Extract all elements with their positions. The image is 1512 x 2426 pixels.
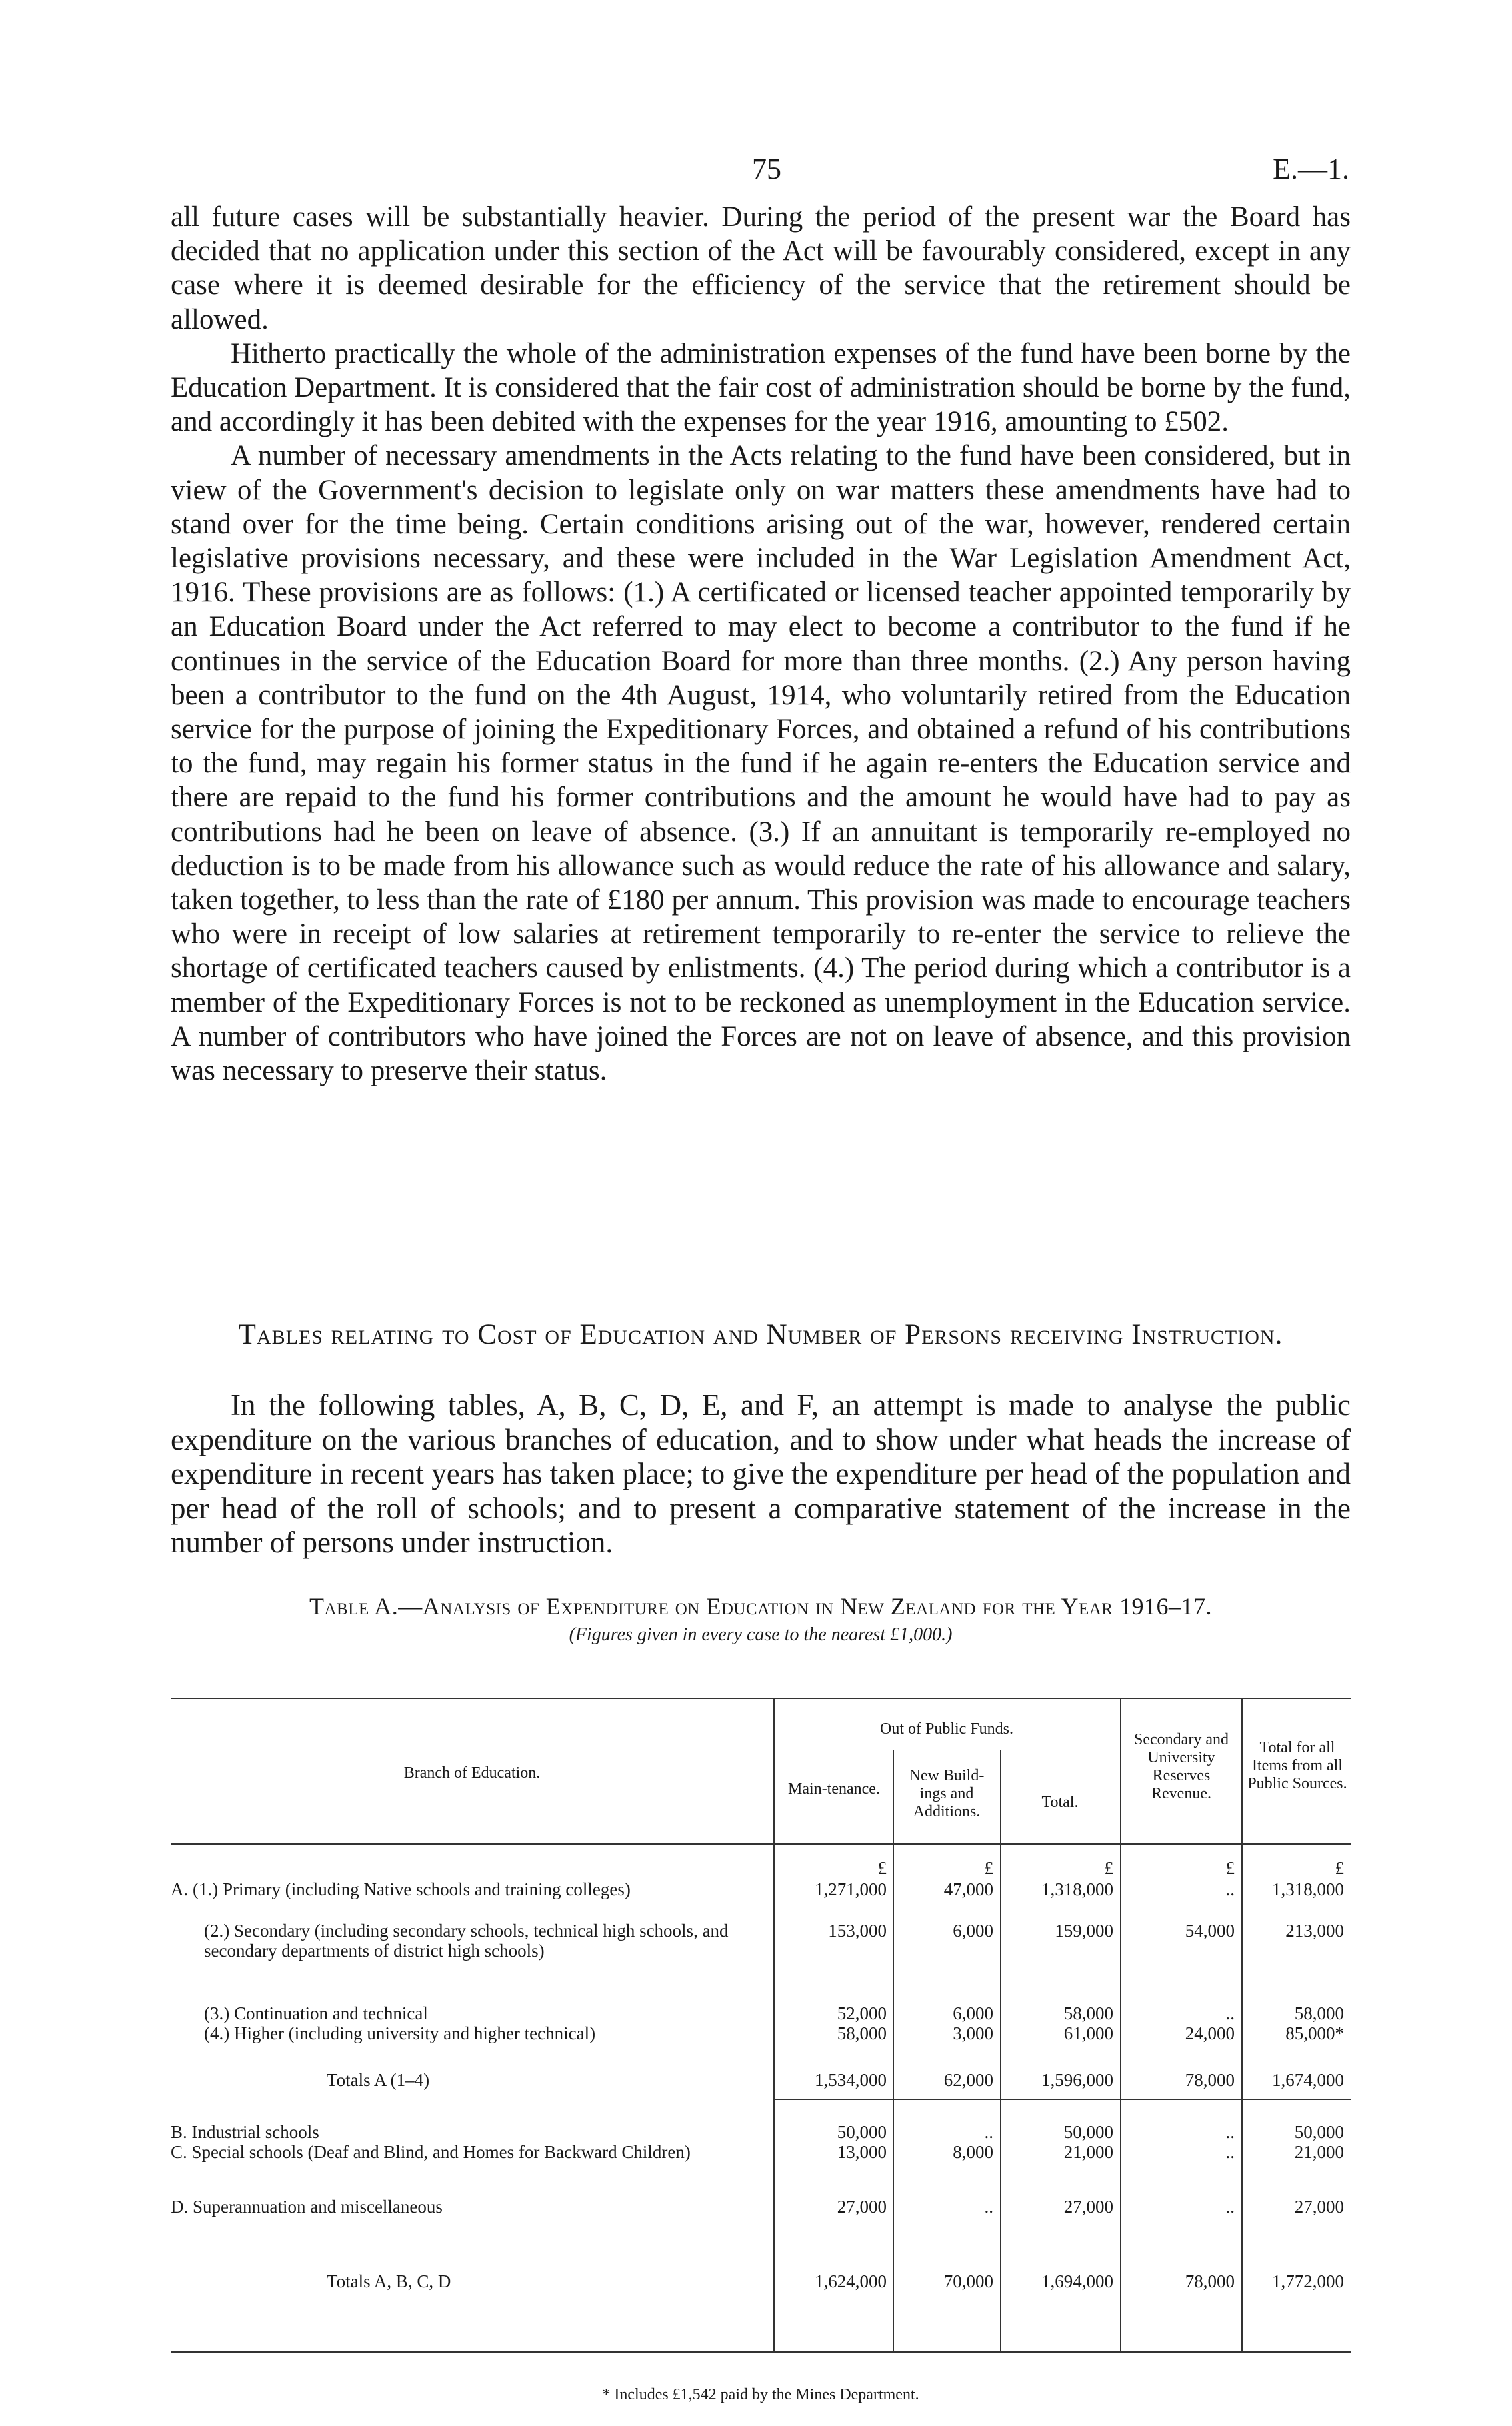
reserves-value: 24,000 xyxy=(1185,2023,1235,2043)
maintenance-value: 1,534,000 xyxy=(815,2070,887,2090)
header-secondary-reserves: Secondary and University Reserves Revenue. xyxy=(1134,1731,1229,1802)
reserves-value: 78,000 xyxy=(1185,2070,1235,2090)
document-reference: E.—1. xyxy=(1273,153,1349,185)
grand-total-value: 21,000 xyxy=(1294,2142,1344,2162)
table-title: Table A.—Analysis of Expenditure on Education in New Zealand for the Year 1916–17. xyxy=(309,1593,1212,1620)
buildings-value: 70,000 xyxy=(943,2271,993,2291)
maintenance-value: 27,000 xyxy=(837,2197,887,2217)
total-value: 1,596,000 xyxy=(1041,2070,1113,2090)
header-branch: Branch of Education. xyxy=(403,1764,541,1782)
buildings-value: 47,000 xyxy=(943,1879,993,1899)
maintenance-value: 1,624,000 xyxy=(815,2271,887,2291)
header-maintenance: Main-tenance. xyxy=(788,1780,880,1798)
currency-symbol: £ xyxy=(1104,1858,1113,1878)
row-label: A. (1.) Primary (including Native schools and training colleges) xyxy=(171,1879,631,1899)
total-value: 27,000 xyxy=(1063,2197,1113,2217)
currency-symbol: £ xyxy=(984,1858,993,1878)
table-footnote: * Includes £1,542 paid by the Mines Department. xyxy=(602,2386,919,2403)
paragraph-3: A number of necessary amendments in the Acts relating to the fund have been considered, but in view of the Government's decision to legislate only on war matters these amendments have had to stand over for the time being. Certain conditions arising out of the war, however, rendered certain legislative provisions necessary, and these were included in the War Legislation Amendment Act, 1916. These provisions are as follows: (1.) A certificated or licensed teacher appointed temporarily by an Education Board under the Act referred to may elect to become a contributor to the fund if he continues in the service of the Education Board for more than three months. (2.) Any person having been a contributor to the fund on the 4th August, 1914, who voluntarily retired from the Education service for the purpose of joining the Expeditionary Forces, and obtained a refund of his contributions to the fund, may regain his former status in the fund if he again re-enters the Education service and there are repaid to the fund his former contributions and the amount he would have had to pay as contributions had he been on leave of absence. (3.) If an annuitant is temporarily re-employed no deduction is to be made from his allowance such as would reduce the rate of his allowance and salary, taken together, to less than the rate of £180 per annum. This provision was made to encourage teachers who were in receipt of low salaries at retirement temporarily to re-enter the service to relieve the shortage of certificated teachers caused by enlistments. (4.) The period during which a contributor is a member of the Expeditionary Forces is not to be reckoned as unemployment in the Education service. A number of contributors who have joined the Forces are not on leave of absence, and this provision was necessary to preserve their status. xyxy=(171,440,1351,1087)
maintenance-value: 1,271,000 xyxy=(815,1879,887,1899)
maintenance-value: 58,000 xyxy=(837,2023,887,2043)
grand-total-value: 27,000 xyxy=(1294,2197,1344,2217)
buildings-value: 6,000 xyxy=(953,1921,993,1941)
totals-label: Totals A, B, C, D xyxy=(327,2271,451,2291)
section-intro xyxy=(171,1388,1351,1560)
reserves-value: .. xyxy=(1225,1879,1235,1899)
total-value: 159,000 xyxy=(1055,1921,1113,1941)
buildings-value: .. xyxy=(984,2197,993,2217)
page-number: 75 xyxy=(752,153,781,185)
buildings-value: 6,000 xyxy=(953,2003,993,2023)
header-grand-total: Total for all Items from all Public Sources. xyxy=(1247,1739,1347,1792)
grand-total-value: 1,674,000 xyxy=(1272,2070,1344,2090)
grand-total-value: 1,772,000 xyxy=(1272,2271,1344,2291)
header-public-funds: Out of Public Funds. xyxy=(879,1720,1013,1738)
row-label: (2.) Secondary (including secondary schools, technical high schools, and secondary departments of district high schools) xyxy=(204,1921,729,1961)
reserves-value: 78,000 xyxy=(1185,2271,1235,2291)
grand-total-value: 1,318,000 xyxy=(1272,1879,1344,1899)
intro-paragraph: In the following tables, A, B, C, D, E, and F, an attempt is made to analyse the public expenditure on the various branches of education, and to show under what heads the increase of expenditure in recent years has taken place; to give the expenditure per head of the population and per head of the roll of schools; and to present a comparative statement of the increase in the number of persons under instruction. xyxy=(171,1388,1351,1559)
total-value: 50,000 xyxy=(1063,2122,1113,2142)
totals-label: Totals A (1–4) xyxy=(327,2070,430,2090)
row-label: C. Special schools (Deaf and Blind, and Homes for Backward Children) xyxy=(171,2142,691,2162)
total-value: 1,318,000 xyxy=(1041,1879,1113,1899)
maintenance-value: 13,000 xyxy=(837,2142,887,2162)
header-bottom-rule xyxy=(171,1843,1351,1845)
reserves-value: .. xyxy=(1225,2197,1235,2217)
maintenance-value: 52,000 xyxy=(837,2003,887,2023)
grand-total-value: 213,000 xyxy=(1285,1921,1344,1941)
row-label: (4.) Higher (including university and higher technical) xyxy=(204,2023,596,2043)
table-subtitle: (Figures given in every case to the nearest £1,000.) xyxy=(569,1624,953,1645)
row-label: B. Industrial schools xyxy=(171,2122,319,2142)
total-value: 21,000 xyxy=(1063,2142,1113,2162)
currency-symbol: £ xyxy=(1225,1858,1235,1878)
section-heading: Tables relating to Cost of Education and Number of Persons receiving Instruction. xyxy=(238,1319,1283,1350)
maintenance-value: 50,000 xyxy=(837,2122,887,2142)
grand-total-value: 58,000 xyxy=(1294,2003,1344,2023)
totals-a-rule xyxy=(773,2099,1351,2100)
maintenance-value: 153,000 xyxy=(828,1921,887,1941)
paragraph-2: Hitherto practically the whole of the administration expenses of the fund have been borne by the Education Department. It is considered that the fair cost of administration should be borne by the fund, and accordingly it has been debited with the expenses for the year 1916, amounting to £502. xyxy=(171,337,1351,438)
grand-total-value: 50,000 xyxy=(1294,2122,1344,2142)
row-label: (3.) Continuation and technical xyxy=(204,2003,428,2023)
buildings-value: 3,000 xyxy=(953,2023,993,2043)
buildings-value: 62,000 xyxy=(943,2070,993,2090)
page-header xyxy=(0,152,1512,185)
table-top-rule xyxy=(171,1698,1351,1699)
reserves-value: .. xyxy=(1225,2142,1235,2162)
header-new-buildings: New Build-ings and Additions. xyxy=(909,1767,985,1821)
paragraph-1: all future cases will be substantially heavier. During the period of the present war the Board has decided that no application under this section of the Act will be favourably considered, except in any case where it is deemed desirable for the efficiency of the service that the retirement should be allowed. xyxy=(171,201,1351,335)
grand-total-value: 85,000* xyxy=(1285,2023,1344,2043)
buildings-value: .. xyxy=(984,2122,993,2142)
total-value: 61,000 xyxy=(1063,2023,1113,2043)
currency-symbol: £ xyxy=(877,1858,887,1878)
total-value: 58,000 xyxy=(1063,2003,1113,2023)
currency-symbol: £ xyxy=(1335,1858,1344,1878)
total-value: 1,694,000 xyxy=(1041,2271,1113,2291)
row-label: D. Superannuation and miscellaneous xyxy=(171,2197,443,2217)
buildings-value: 8,000 xyxy=(953,2142,993,2162)
reserves-value: 54,000 xyxy=(1185,1921,1235,1941)
column-divider xyxy=(893,1750,894,2351)
header-total: Total. xyxy=(1041,1794,1079,1811)
reserves-value: .. xyxy=(1225,2122,1235,2142)
table-bottom-rule xyxy=(171,2351,1351,2353)
body-text xyxy=(171,200,1351,1088)
column-divider xyxy=(1000,1750,1001,2351)
reserves-value: .. xyxy=(1225,2003,1235,2023)
